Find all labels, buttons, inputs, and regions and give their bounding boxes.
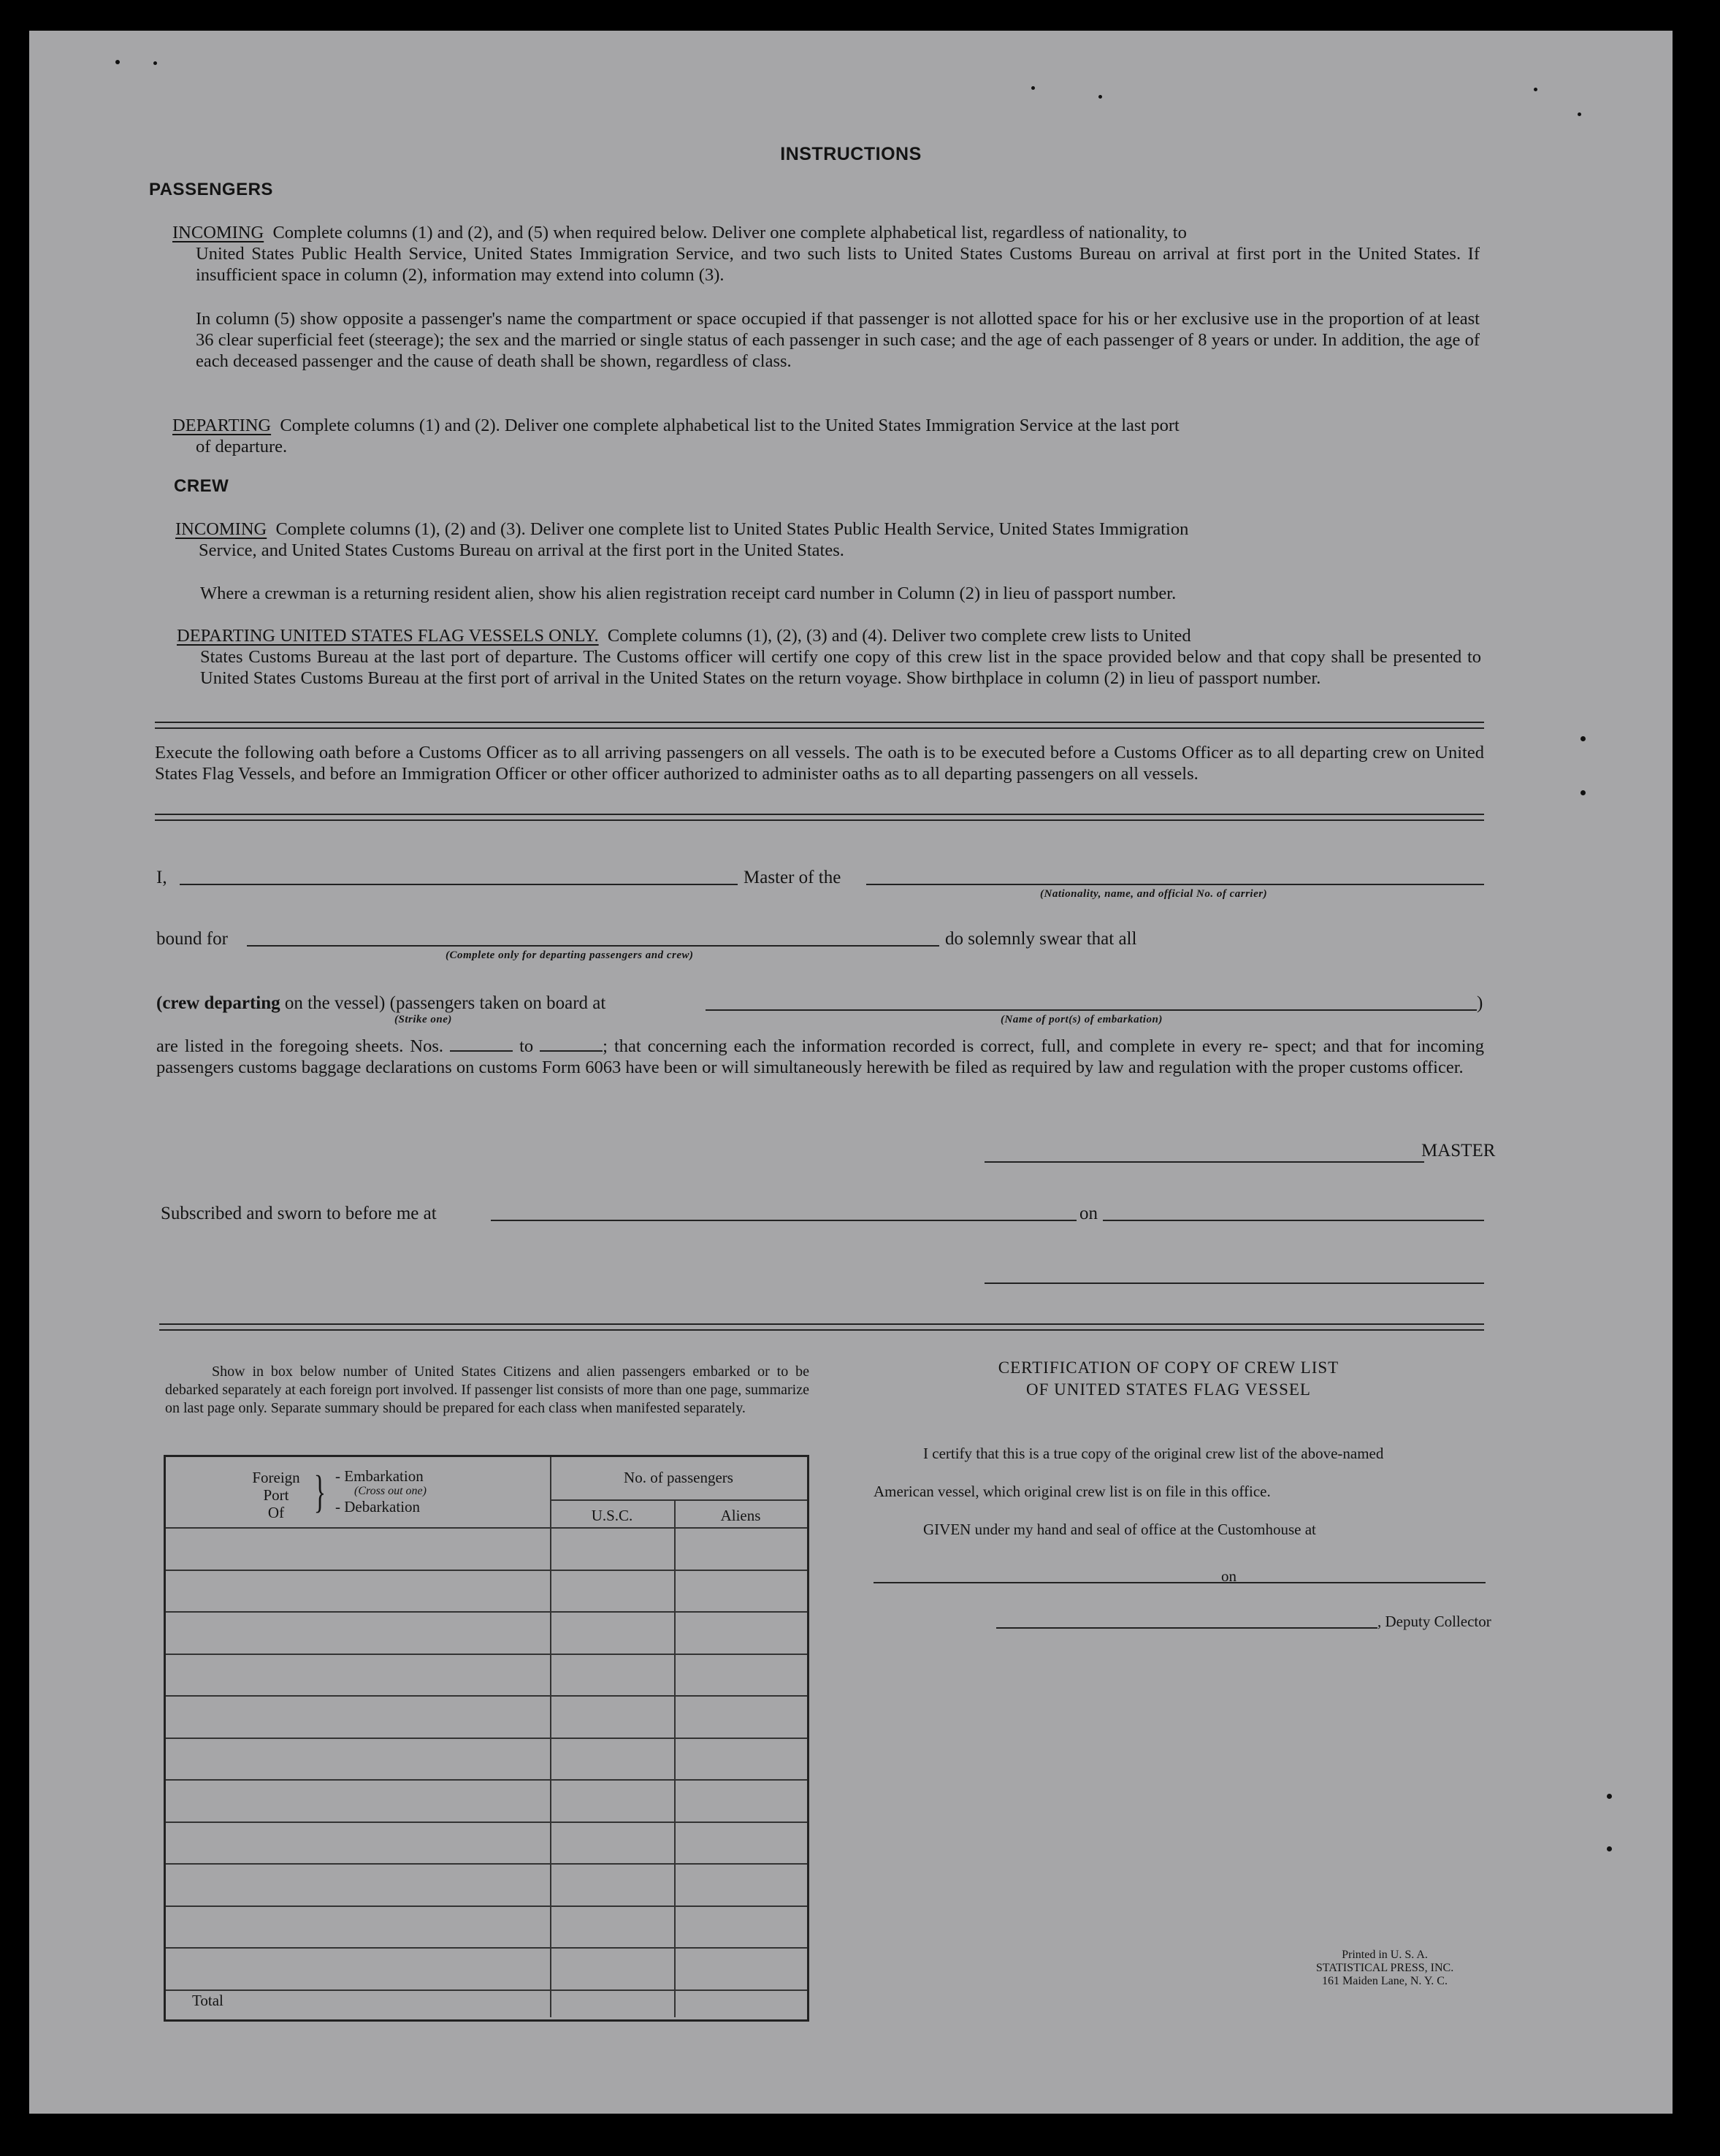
crew-departing-text-2: States Customs Bureau at the last port of departure. The Customs officer will certify one copy of this crew list in the space provided below and that copy shall be presented to United States Customs Bureau at the first port of arrival in the United States on the return voyage. Show birthplace in column (2) in lieu of passport number.	[200, 647, 1481, 688]
certification-heading-line-2: OF UNITED STATES FLAG VESSEL	[1026, 1380, 1311, 1399]
master-signature-field[interactable]	[985, 1161, 1424, 1163]
sworn-on-label: on	[1079, 1204, 1098, 1223]
debarkation-option[interactable]: - Debarkation	[335, 1498, 421, 1515]
certification-date-field[interactable]	[1242, 1582, 1486, 1583]
table-row[interactable]	[166, 1611, 807, 1613]
printer-line-1: Printed in U. S. A.	[1342, 1949, 1428, 1961]
form-sheet	[29, 31, 1673, 2114]
listed-to-text: to	[519, 1036, 534, 1056]
usc-header: U.S.C.	[591, 1507, 633, 1524]
customhouse-field[interactable]	[874, 1582, 1247, 1583]
scan-speck	[1581, 790, 1586, 795]
certification-line-2: American vessel, which original crew list is on file in this office.	[874, 1483, 1271, 1500]
ports-caption: (Name of port(s) of embarkation)	[1001, 1014, 1163, 1025]
listed-text-2: ; that concerning each the information recorded is correct, full, and complete in every re-	[603, 1036, 1269, 1056]
table-row[interactable]	[166, 1863, 807, 1865]
strike-one-caption: (Strike one)	[394, 1014, 452, 1025]
passengers-incoming-text-1: Complete columns (1) and (2), and (5) when required below. Deliver one complete alphabetical list, regardless of nationality, to	[272, 223, 1187, 242]
section-divider-3	[159, 1323, 1484, 1331]
scan-speck	[1098, 95, 1102, 99]
passengers-incoming-paragraph	[172, 222, 1480, 286]
certification-heading-line-1: CERTIFICATION OF COPY OF CREW LIST	[998, 1358, 1339, 1377]
table-row[interactable]	[166, 1570, 807, 1571]
table-header-split	[550, 1499, 807, 1501]
cross-out-caption: (Cross out one)	[354, 1485, 427, 1497]
crew-incoming-paragraph	[175, 519, 1481, 561]
foreign-port-of-label	[243, 1469, 309, 1521]
printer-line-3: 161 Maiden Lane, N. Y. C.	[1322, 1975, 1448, 1987]
scan-speck	[153, 61, 157, 65]
carrier-caption: (Nationality, name, and official No. of carrier)	[1040, 888, 1268, 900]
passengers-departing-label: DEPARTING	[172, 416, 272, 435]
deputy-collector-label: , Deputy Collector	[1377, 1613, 1491, 1630]
scan-speck	[1607, 1794, 1612, 1799]
oath-instruction: Execute the following oath before a Customs Officer as to all arriving passengers on all vessels. The oath is to be executed before a Customs Officer as to all departing crew on United States Flag Vessels, and before an Immigration Officer or other officer authorized to administer oaths as to all departing passengers on all vessels.	[155, 743, 1484, 784]
table-row[interactable]	[166, 1989, 807, 1991]
column5-paragraph: In column (5) show opposite a passenger's name the compartment or space occupied if that passenger is not allotted space for his or her exclusive use in the proportion of at least 36 clear superficial feet (steerage); the sex and the married or single status of each passenger in such case; and the age of each passenger of 8 years or under. In addition, the age of each deceased passenger and the cause of death shall be shown, regardless of class.	[196, 309, 1480, 371]
crew-incoming-text-2: Service, and United States Customs Bureau on arrival at the first port in the United States.	[199, 540, 844, 560]
table-row[interactable]	[166, 1654, 807, 1655]
sheet-from-field[interactable]	[450, 1037, 513, 1052]
embarkation-ports-field[interactable]	[706, 1009, 1477, 1011]
on-the-vessel-text: on the vessel)	[280, 993, 386, 1013]
master-label: MASTER	[1421, 1141, 1496, 1161]
embark-debark-options	[335, 1467, 427, 1515]
bound-for-field[interactable]	[247, 945, 939, 947]
certification-line-3: GIVEN under my hand and seal of office at the Customhouse at	[923, 1521, 1316, 1538]
officer-signature-field[interactable]	[985, 1282, 1484, 1284]
printer-line-2: STATISTICAL PRESS, INC.	[1315, 1962, 1454, 1974]
subscribed-label: Subscribed and sworn to before me at	[161, 1204, 437, 1223]
no-passengers-header: No. of passengers	[624, 1469, 733, 1486]
carrier-field[interactable]	[866, 884, 1484, 885]
deputy-signature-field[interactable]	[996, 1627, 1377, 1629]
certification-on-label: on	[1221, 1567, 1237, 1585]
bound-for-caption: (Complete only for departing passengers and crew)	[446, 949, 694, 961]
scan-speck	[1607, 1846, 1612, 1851]
passengers-incoming-text-2: United States Public Health Service, United States Immigration Service, and two such lists to United States Customs Bureau on arrival at first port in the United States. If insufficient space in column (2), information may extend into column (3).	[196, 244, 1480, 285]
foreign-label: Foreign	[252, 1469, 300, 1486]
table-row[interactable]	[166, 1527, 807, 1529]
total-label: Total	[192, 1992, 223, 2009]
sheet-to-field[interactable]	[540, 1037, 603, 1052]
crew-passengers-clause	[156, 993, 605, 1014]
port-label: Port	[263, 1486, 289, 1504]
table-row[interactable]	[166, 1695, 807, 1697]
sworn-place-field[interactable]	[491, 1220, 1077, 1221]
listed-text-3: spect; and that for incoming passengers customs baggage declarations on customs Form 6063 have been or will simultaneously herewith be filed as required by law and regulation with the proper customs officer.	[156, 1036, 1485, 1077]
passengers-heading: PASSENGERS	[149, 180, 273, 199]
passengers-departing-paragraph	[172, 415, 1480, 457]
crew-departing-text: (crew departing	[156, 993, 280, 1013]
printer-imprint	[1275, 1949, 1494, 1988]
section-divider-1	[155, 722, 1484, 729]
passenger-summary-table	[164, 1455, 809, 2022]
crew-departing-text-1: Complete columns (1), (2), (3) and (4). Deliver two complete crew lists to United	[607, 626, 1191, 646]
swear-label: do solemnly swear that all	[945, 929, 1137, 949]
close-paren: )	[1477, 993, 1483, 1013]
of-label: Of	[267, 1504, 285, 1521]
page-title: INSTRUCTIONS	[780, 144, 922, 164]
crew-departing-label: DEPARTING UNITED STATES FLAG VESSELS ONLY.	[177, 626, 599, 646]
crew-departing-paragraph	[177, 625, 1481, 689]
table-row[interactable]	[166, 1905, 807, 1907]
table-row[interactable]	[166, 1738, 807, 1739]
embarkation-option[interactable]: - Embarkation	[335, 1467, 424, 1485]
aliens-header: Aliens	[720, 1507, 761, 1524]
passengers-incoming-label: INCOMING	[172, 223, 264, 242]
master-name-field[interactable]	[180, 884, 738, 885]
crew-resident-paragraph: Where a crewman is a returning resident alien, show his alien registration receipt card number in Column (2) in lieu of passport number.	[200, 584, 1177, 603]
brace-glyph: }	[313, 1467, 326, 1517]
certification-line-1: I certify that this is a true copy of the original crew list of the above-named	[923, 1445, 1384, 1462]
table-row[interactable]	[166, 1821, 807, 1823]
oath-i-label: I,	[156, 868, 167, 887]
passengers-departing-text-1: Complete columns (1) and (2). Deliver one complete alphabetical list to the United States Immigration Service at the last port	[280, 416, 1180, 435]
scan-speck	[1031, 86, 1035, 90]
passengers-taken-text: (passengers taken on board at	[389, 993, 606, 1013]
listed-paragraph	[156, 1036, 1484, 1078]
scan-speck	[1578, 112, 1581, 116]
bound-for-label: bound for	[156, 929, 228, 949]
section-divider-2	[155, 814, 1484, 821]
listed-text-1: are listed in the foregoing sheets. Nos.	[156, 1036, 443, 1056]
crew-incoming-label: INCOMING	[175, 519, 267, 539]
scan-speck	[1581, 736, 1586, 741]
table-row[interactable]	[166, 1947, 807, 1949]
table-divider-usc	[674, 1499, 676, 2017]
summary-instructions: Show in box below number of United States Citizens and alien passengers embarked or to be debarked separately at each foreign port involved. If passenger list consists of more than one page, summarize on last page only. Separate summary should be prepared for each class when manifested separately.	[165, 1364, 809, 1416]
sworn-date-field[interactable]	[1103, 1220, 1484, 1221]
crew-heading: CREW	[174, 476, 229, 496]
table-row[interactable]	[166, 1779, 807, 1781]
certification-heading	[876, 1357, 1461, 1401]
master-of-the-label: Master of the	[744, 868, 841, 887]
crew-incoming-text-1: Complete columns (1), (2) and (3). Deliver one complete list to United States Public Health Service, United States Immigration	[275, 519, 1189, 539]
scan-speck	[1534, 88, 1537, 91]
passengers-departing-text-2: of departure.	[196, 437, 288, 456]
scan-speck	[115, 60, 120, 64]
